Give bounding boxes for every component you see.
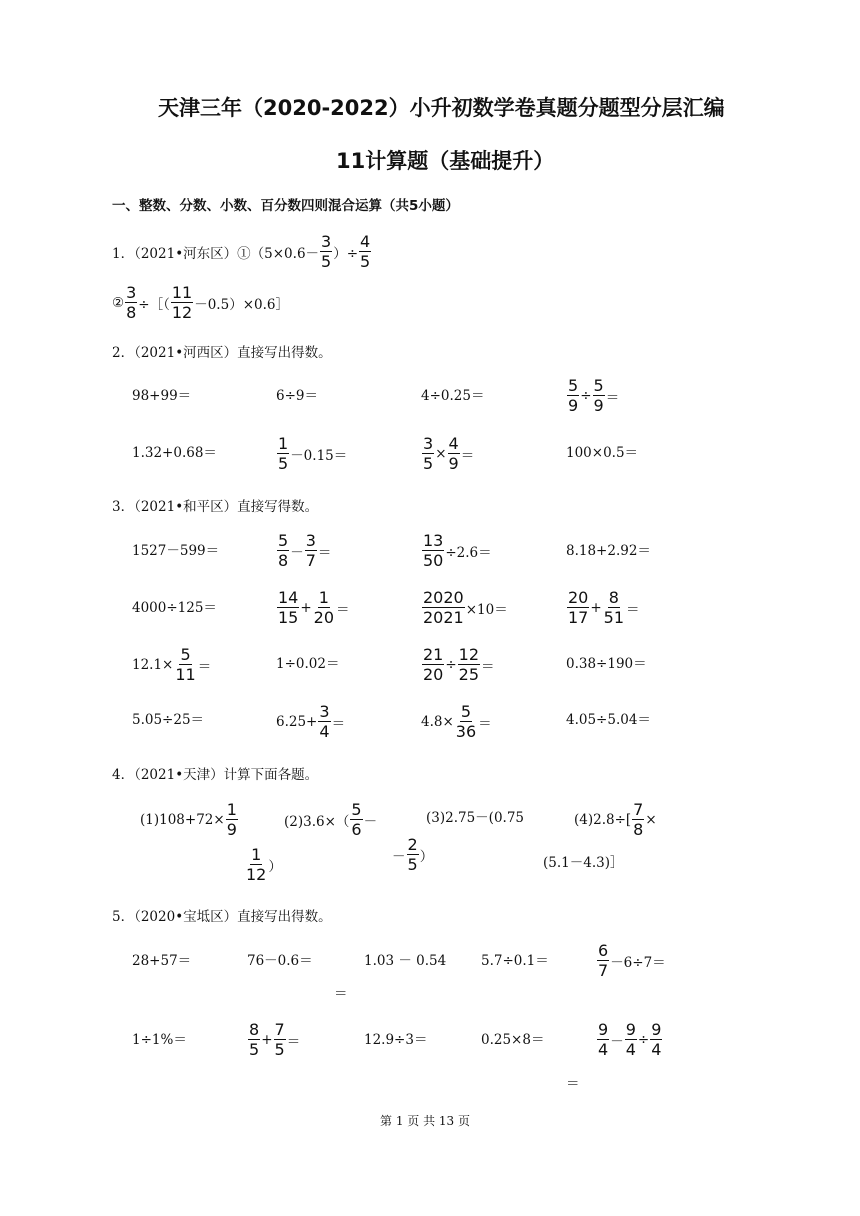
- q4-part4-cont: (5.1－4.3)］: [543, 855, 624, 871]
- q3-item: 4.05÷5.04＝: [566, 712, 651, 728]
- q3-item: 4000÷125＝: [132, 600, 217, 616]
- fraction: $\frac{2}{5}$: [407, 835, 418, 874]
- section-heading: 一、整数、分数、小数、百分数四则混合运算（共5小题）: [112, 198, 459, 214]
- q4-part3: (3)2.75－(0.75: [426, 810, 525, 826]
- q3-item: $\frac{21}{20}$ ÷ $\frac{12}{25}$ ＝: [423, 645, 495, 684]
- q4-part3-cont: － $\frac{2}{5}$ ）: [392, 835, 434, 874]
- fraction: $\frac{20}{17}$: [568, 588, 589, 627]
- q5-item: 5.7÷0.1＝: [481, 953, 549, 969]
- q5-item: 1.03 － 0.54: [364, 953, 447, 969]
- q3-item: 0.38÷190＝: [566, 656, 647, 672]
- fraction: $\frac{3}{5}$: [423, 434, 434, 473]
- q5-item: $\frac{9}{4}$ － $\frac{9}{4}$ ÷ $\frac{9}{4}$: [598, 1020, 662, 1059]
- fraction: $\frac{5}{6}$: [351, 800, 362, 839]
- q5-item-cont: ＝: [566, 1076, 580, 1092]
- q3-item: 1527－599＝: [132, 543, 220, 559]
- fraction: $\frac{3}{4}$: [319, 702, 330, 741]
- fraction: $\frac{2020}{2021}$: [423, 588, 464, 627]
- q3-heading: 3．（2021•和平区）直接写得数。: [112, 499, 319, 515]
- q2-item: 4÷0.25＝: [421, 388, 485, 404]
- fraction: $\frac{3}{5}$: [321, 232, 332, 271]
- q5-item: $\frac{8}{5}$ + $\frac{7}{5}$ ＝: [249, 1020, 301, 1059]
- q5-item: 76－0.6＝: [247, 953, 313, 969]
- fraction: $\frac{12}{25}$: [458, 645, 480, 684]
- fraction: $\frac{7}{5}$: [274, 1020, 285, 1059]
- fraction: $\frac{4}{5}$: [360, 232, 371, 271]
- q1-part2: ② $\frac{3}{8}$ ÷［（ $\frac{11}{12}$ －0.5）×0.6］: [112, 283, 289, 322]
- q2-item: $\frac{3}{5}$ × $\frac{4}{9}$ ＝: [423, 434, 475, 473]
- q2-item: $\frac{1}{5}$ －0.15＝: [278, 434, 348, 473]
- fraction: $\frac{9}{4}$: [598, 1020, 609, 1059]
- q3-item: $\frac{2020}{2021}$ ×10＝: [423, 588, 508, 627]
- fraction: $\frac{14}{15}$: [278, 588, 299, 627]
- fraction: $\frac{5}{8}$: [278, 531, 289, 570]
- q4-part1-cont: $\frac{1}{12}$ ）: [246, 845, 282, 884]
- q5-item: 0.25×8＝: [481, 1032, 545, 1048]
- doc-title-line2: 11计算题（基础提升）: [336, 149, 555, 173]
- q5-heading: 5．（2020•宝坻区）直接写出得数。: [112, 909, 332, 925]
- fraction: $\frac{21}{20}$: [423, 645, 444, 684]
- page-footer: 第 1 页 共 13 页: [380, 1114, 470, 1128]
- fraction: $\frac{3}{8}$: [126, 283, 137, 322]
- q2-item: 98+99＝: [132, 388, 192, 404]
- q5-item: 28+57＝: [132, 953, 192, 969]
- q4-part4: (4)2.8÷[ $\frac{7}{8}$ ×: [574, 800, 657, 839]
- q5-item: 12.9÷3＝: [364, 1032, 428, 1048]
- q2-item: 6÷9＝: [276, 388, 318, 404]
- fraction: $\frac{3}{7}$: [305, 531, 316, 570]
- q5-item: 1÷1%＝: [132, 1032, 187, 1048]
- q3-item: 12.1× $\frac{5}{11}$ ＝: [132, 645, 212, 684]
- q4-heading: 4．（2021•天津）计算下面各题。: [112, 767, 319, 783]
- q2-item: 1.32+0.68＝: [132, 445, 217, 461]
- q5-item: $\frac{6}{7}$ －6÷7＝: [598, 941, 666, 980]
- q3-item: $\frac{5}{8}$ － $\frac{3}{7}$ ＝: [278, 531, 332, 570]
- fraction: $\frac{5}{36}$: [455, 702, 477, 741]
- fraction: $\frac{5}{9}$: [568, 376, 579, 415]
- fraction: $\frac{8}{51}$: [603, 588, 625, 627]
- fraction: $\frac{1}{5}$: [278, 434, 289, 473]
- fraction: $\frac{8}{5}$: [249, 1020, 260, 1059]
- q3-item: 6.25+ $\frac{3}{4}$ ＝: [276, 702, 346, 741]
- q3-item: 4.8× $\frac{5}{36}$ ＝: [421, 702, 492, 741]
- q3-item: 8.18+2.92＝: [566, 543, 651, 559]
- q2-heading: 2．（2021•河西区）直接写出得数。: [112, 345, 332, 361]
- q2-item: $\frac{5}{9}$ ÷ $\frac{5}{9}$ ＝: [568, 376, 620, 415]
- q1-part1: 1．（2021•河东区）①（5×0.6－ $\frac{3}{5}$ ）÷ $\frac{4}{5}$: [112, 232, 371, 271]
- fraction: $\frac{1}{9}$: [226, 800, 237, 839]
- q3-item: 1÷0.02＝: [276, 656, 340, 672]
- fraction: $\frac{1}{12}$: [246, 845, 267, 884]
- q2-item: 100×0.5＝: [566, 445, 639, 461]
- fraction: $\frac{11}{12}$: [171, 283, 193, 322]
- fraction: $\frac{9}{4}$: [625, 1020, 636, 1059]
- q3-item: $\frac{14}{15}$ + $\frac{1}{20}$ ＝: [278, 588, 350, 627]
- fraction: $\frac{4}{9}$: [448, 434, 459, 473]
- q3-item: $\frac{13}{50}$ ÷2.6＝: [423, 531, 492, 570]
- fraction: $\frac{9}{4}$: [651, 1020, 662, 1059]
- fraction: $\frac{1}{20}$: [313, 588, 335, 627]
- q3-item: $\frac{20}{17}$ + $\frac{8}{51}$ ＝: [568, 588, 640, 627]
- fraction: $\frac{5}{11}$: [175, 645, 196, 684]
- q4-part1: (1)108+72× $\frac{1}{9}$: [140, 800, 237, 839]
- doc-title-line1: 天津三年（2020-2022）小升初数学卷真题分题型分层汇编: [158, 96, 725, 120]
- q4-part2: (2)3.6×（ $\frac{5}{6}$ －: [284, 800, 378, 839]
- fraction: $\frac{6}{7}$: [598, 941, 609, 980]
- fraction: $\frac{13}{50}$: [423, 531, 444, 570]
- fraction: $\frac{7}{8}$: [633, 800, 644, 839]
- fraction: $\frac{5}{9}$: [593, 376, 604, 415]
- q5-item-cont: ＝: [334, 986, 348, 1002]
- q3-item: 5.05÷25＝: [132, 712, 205, 728]
